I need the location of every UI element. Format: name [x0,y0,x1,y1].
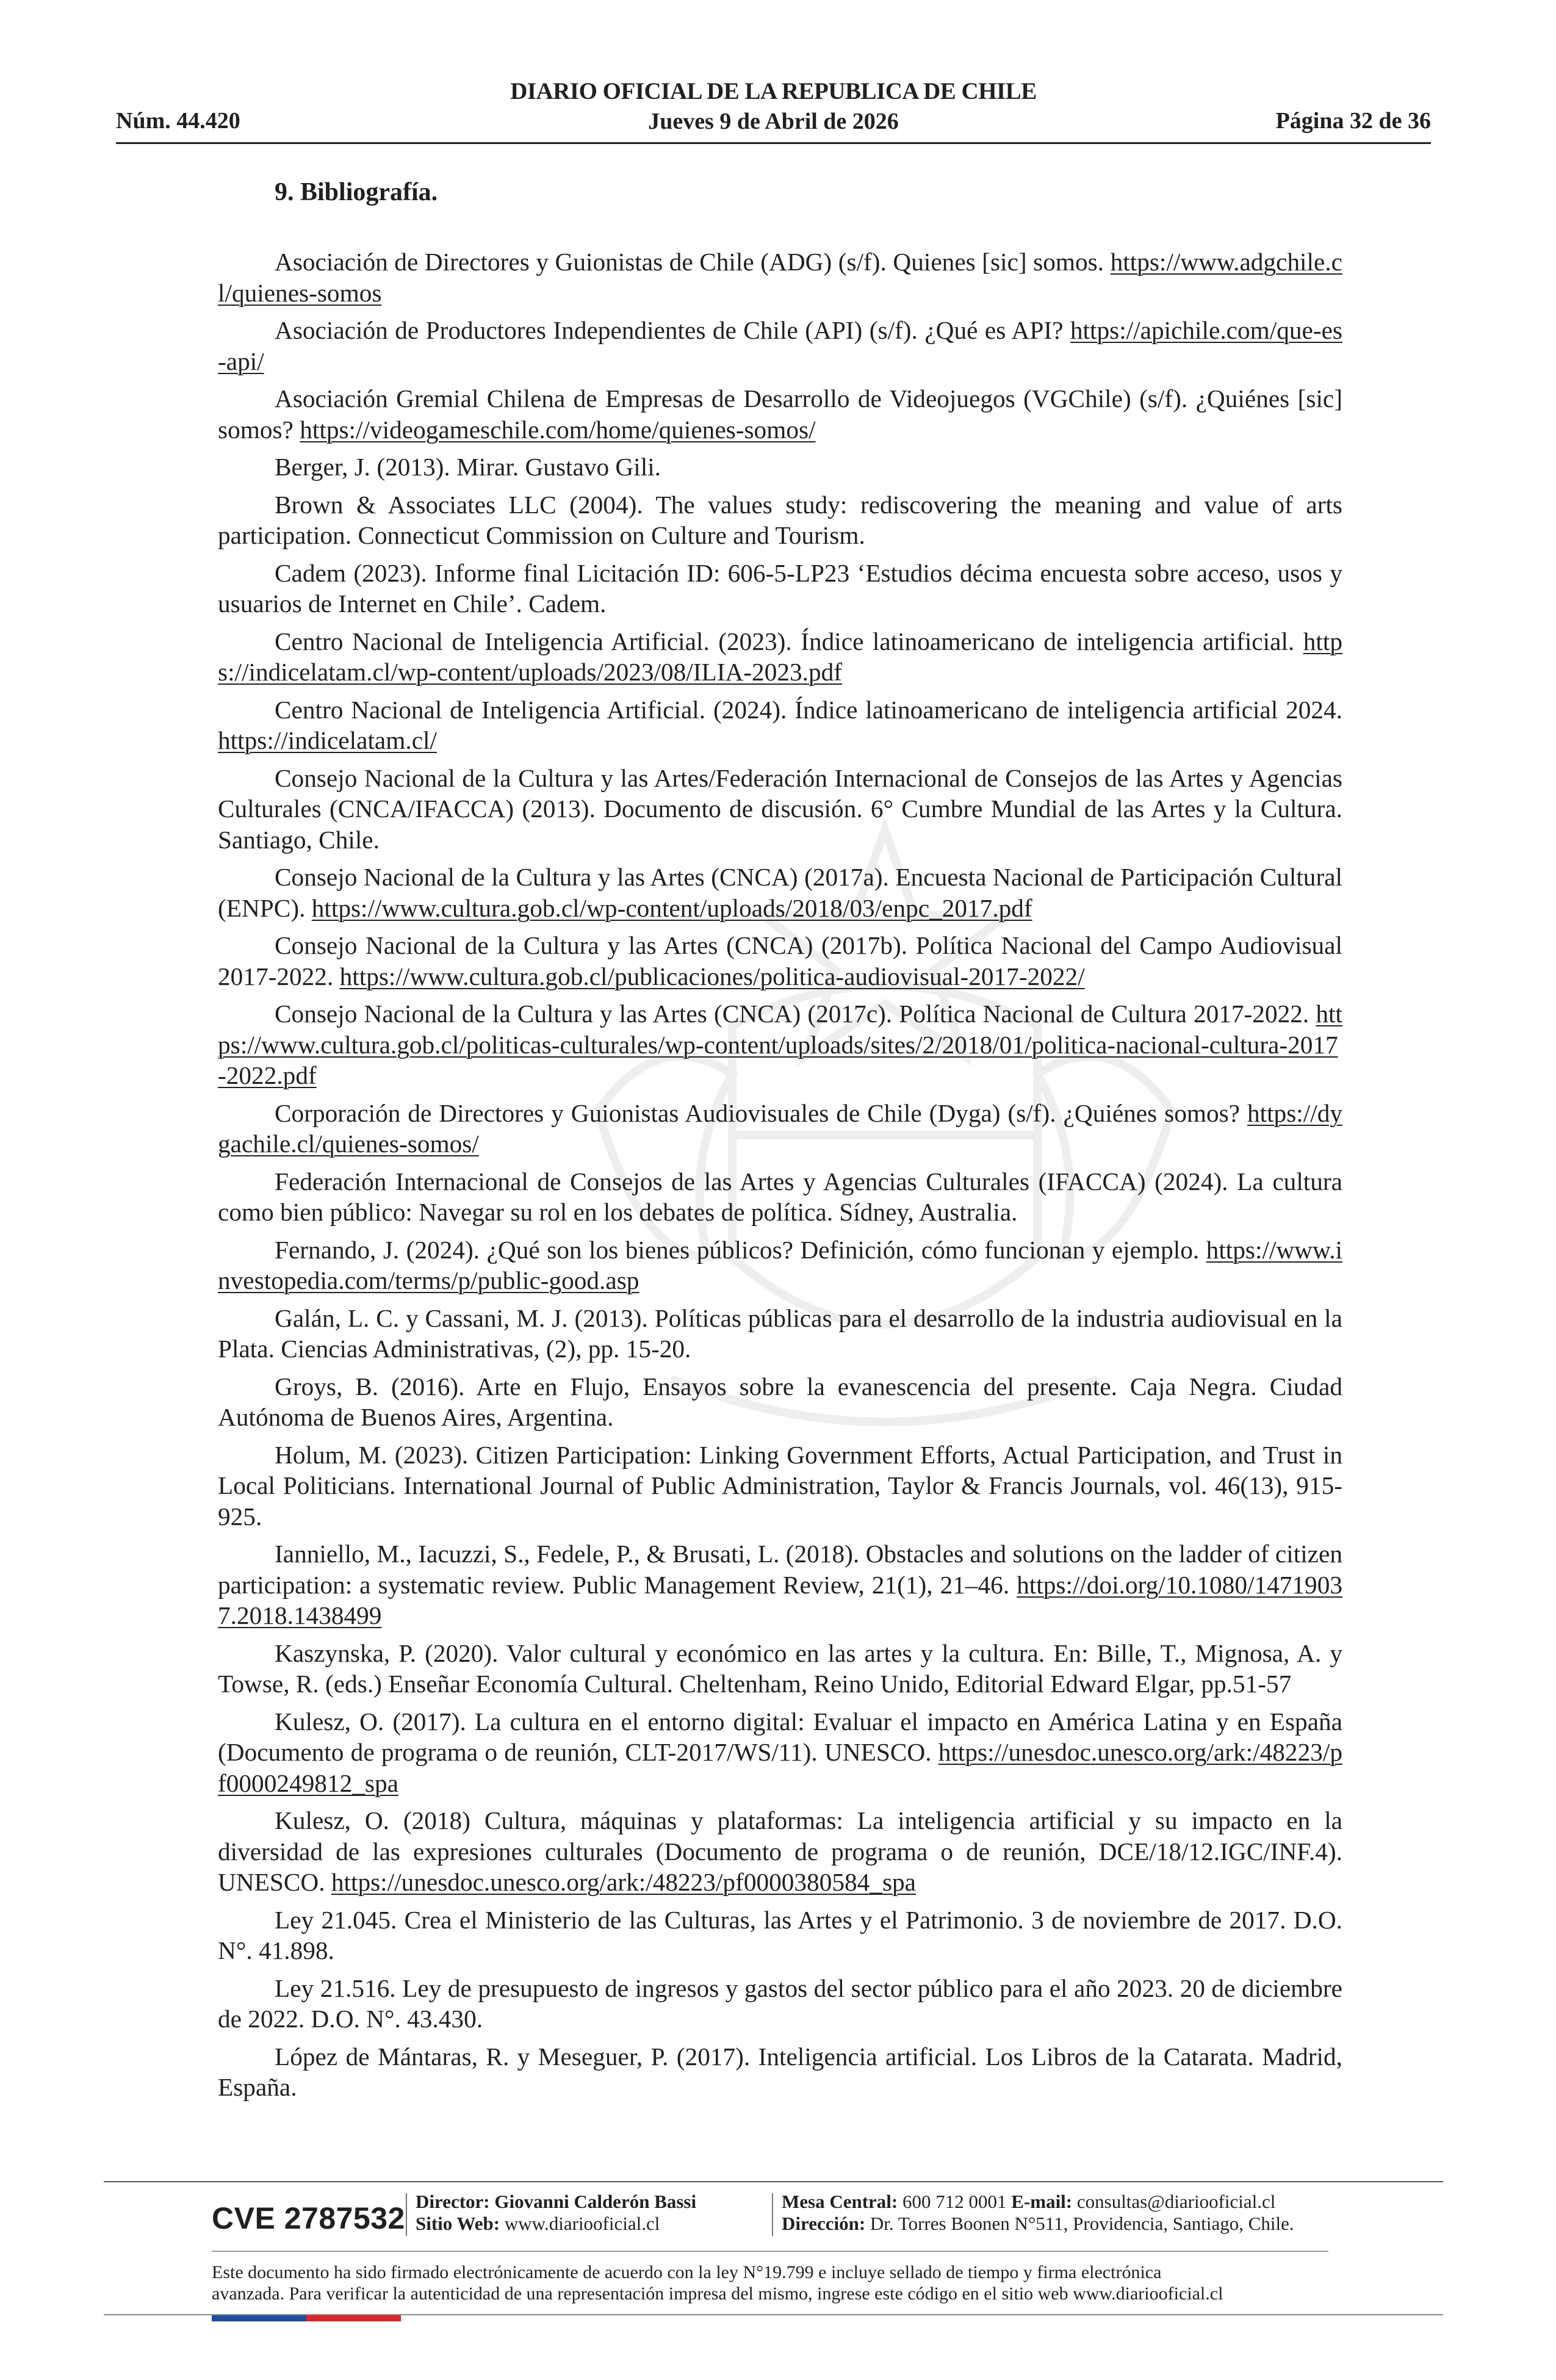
bibliography-entry [218,489,1342,551]
header-divider [116,142,1431,144]
footer-director-block [416,2191,696,2235]
bibliography-entry [218,763,1342,856]
bibliography-entry [218,2041,1342,2103]
mesa-label: Mesa Central: [782,2191,898,2212]
bibliography-entry-link[interactable]: https://indicelatam.cl/ [218,726,437,754]
bibliography-entry [218,1538,1342,1631]
bibliography-entry-text: Cadem (2023). Informe final Licitación ID: 606-5-LP23 ‘Estudios décima encuesta sobre acceso, usos y usuarios de Internet en Chile’. Cadem. [218,558,1342,618]
bibliography-entry-link[interactable]: https://www.cultura.gob.cl/publicaciones/politica-audiovisual-2017-2022/ [339,962,1085,990]
publication-title: DIARIO OFICIAL DE LA REPUBLICA DE CHILE [510,78,1037,104]
page-header [116,77,1431,144]
footer-separator [772,2193,773,2236]
bibliography-entry [218,1098,1342,1159]
page-number: Página 32 de 36 [1275,108,1431,134]
legal-notice [212,2262,1328,2304]
flag-stripe [212,2315,401,2321]
flag-stripe-red [306,2315,401,2321]
footer-separator [406,2193,407,2236]
bibliography-entry-text: Asociación de Productores Independientes de Chile (API) (s/f). ¿Qué es API? [275,316,1070,344]
bibliography-entry [218,1166,1342,1228]
bibliography-entry [218,1706,1342,1799]
footer-contact-block [782,2191,1294,2235]
bibliography-entry-text: Ianniello, M., Iacuzzi, S., Fedele, P., & Brusati, L. (2018). Obstacles and solutions on the ladder of citizen participation: a systematic review. Public Management Review, 21(1), 21–46. [218,1540,1342,1599]
section-title: 9. Bibliografía. [275,178,438,206]
publication-date: Jueves 9 de Abril de 2026 [648,109,899,134]
address-label: Dirección: [782,2213,866,2234]
bibliography-entry-text: Corporación de Directores y Guionistas Audiovisuales de Chile (Dyga) (s/f). ¿Quiénes somos? [275,1098,1247,1127]
bibliography-entry-text: Ley 21.516. Ley de presupuesto de ingresos y gastos del sector público para el año 2023. 20 de diciembre de 2022. D.O. N°. 43.430. [218,1974,1342,2033]
bibliography-entry-text: Asociación de Directores y Guionistas de Chile (ADG) (s/f). Quienes [sic] somos. [275,248,1111,276]
cve-code: CVE 2787532 [212,2201,405,2235]
bibliography-entry [218,694,1342,756]
bibliography-entry [218,930,1342,992]
website-label: Sitio Web: [416,2213,500,2234]
bibliography-entry-text: Centro Nacional de Inteligencia Artificial. (2024). Índice latinoamericano de inteligencia artificial 2024. [275,695,1342,724]
bibliography-entry [218,1973,1342,2035]
footer-divider-middle [212,2251,1328,2252]
bibliography-entry-link[interactable]: https://unesdoc.unesco.org/ark:/48223/pf0000249812_spa [218,1738,1342,1797]
bibliography-entry-text: Berger, J. (2013). Mirar. Gustavo Gili. [275,453,661,481]
bibliography-entry-text: Kulesz, O. (2018) Cultura, máquinas y plataformas: La inteligencia artificial y su impacto en la diversidad de las expresiones culturales (Documento de programa o de reunión, DCE/18/12.IGC/INF.4). UNESCO. [218,1806,1342,1896]
bibliography-entry-text: Kulesz, O. (2017). La cultura en el entorno digital: Evaluar el impacto en América Latina y en España (Documento de programa o de reunión, CLT-2017/WS/11). UNESCO. [218,1707,1342,1766]
bibliography-entry [218,383,1342,445]
bibliography-entry-text: Groys, B. (2016). Arte en Flujo, Ensayos sobre la evanescencia del presente. Caja Negra. Ciudad Autónoma de Buenos Aires, Argentina. [218,1372,1342,1431]
bibliography-entry-link[interactable]: https://www.adgchile.cl/quienes-somos [218,248,1342,307]
bibliography-entry [218,1235,1342,1296]
bibliography-entry-link[interactable]: https://www.cultura.gob.cl/politicas-culturales/wp-content/uploads/sites/2/2018/01/politica-nacional-cultura-2017-2022.pdf [218,1000,1342,1089]
bibliography-entry [218,998,1342,1091]
bibliography-entry-link[interactable]: https://www.investopedia.com/terms/p/public-good.asp [218,1235,1342,1294]
mesa-value: 600 712 0001 [902,2191,1007,2212]
bibliography-entry-text: Kaszynska, P. (2020). Valor cultural y económico en las artes y la cultura. En: Bille, T., Mignosa, A. y Towse, R. (eds.) Enseñar Economía Cultural. Cheltenham, Reino Unido, Editorial Edward Elgar, pp.51-57 [218,1639,1342,1698]
header-title-block [116,77,1431,137]
bibliography-entry-link[interactable]: https://dygachile.cl/quienes-somos/ [218,1098,1342,1158]
legal-line: Este documento ha sido firmado electrónicamente de acuerdo con la ley N°19.799 e incluye sellado de tiempo y firma electrónica [212,2262,1162,2282]
bibliography-entry-text: Consejo Nacional de la Cultura y las Artes (CNCA) (2017b). Política Nacional del Campo Audiovisual 2017-2022. [218,931,1342,990]
bibliography-entry-text: Galán, L. C. y Cassani, M. J. (2013). Políticas públicas para el desarrollo de la industria audiovisual en la Plata. Ciencias Administrativas, (2), pp. 15-20. [218,1304,1342,1363]
main-content [218,171,1342,2110]
bibliography-entry-text: Consejo Nacional de la Cultura y las Artes (CNCA) (2017a). Encuesta Nacional de Participación Cultural (ENPC). [218,863,1342,922]
bibliography-entry-link[interactable]: https://unesdoc.unesco.org/ark:/48223/pf0000380584_spa [331,1868,916,1896]
bibliography-entry-link[interactable]: https://indicelatam.cl/wp-content/uploads/2023/08/ILIA-2023.pdf [218,627,1342,686]
bibliography-entry-text: Consejo Nacional de la Cultura y las Artes/Federación Internacional de Consejos de las Artes y Agencias Culturales (CNCA/IFACCA) (2013). Documento de discusión. 6° Cumbre Mundial de las Artes y la Cultura. Santiago, Chile. [218,763,1342,854]
address-value: Dr. Torres Boonen N°511, Providencia, Santiago, Chile. [870,2213,1294,2234]
director-name: Giovanni Calderón Bassi [494,2191,697,2212]
bibliography-entry-link[interactable]: https://apichile.com/que-es-api/ [218,316,1342,375]
bibliography-entry-text: Ley 21.045. Crea el Ministerio de las Culturas, las Artes y el Patrimonio. 3 de noviembre de 2017. D.O. N°. 41.898. [218,1905,1342,1964]
page-footer [212,2190,1371,2245]
bibliography-entry-text: Centro Nacional de Inteligencia Artificial. (2023). Índice latinoamericano de inteligencia artificial. [275,627,1303,655]
email-value[interactable]: consultas@diariooficial.cl [1076,2191,1276,2212]
email-label: E-mail: [1011,2191,1073,2212]
bibliography-entry-text: López de Mántaras, R. y Meseguer, P. (2017). Inteligencia artificial. Los Libros de la Catarata. Madrid, España. [218,2042,1342,2101]
bibliography-entry-text: Brown & Associates LLC (2004). The values study: rediscovering the meaning and value of arts participation. Connecticut Commission on Culture and Tourism. [218,490,1342,549]
bibliography-entry-link[interactable]: https://videogameschile.com/home/quienes-somos/ [300,415,816,444]
issue-number: Núm. 44.420 [116,108,240,134]
bibliography-entry-text: Federación Internacional de Consejos de las Artes y Agencias Culturales (IFACCA) (2024). La cultura como bien público: Navegar su rol en los debates de política. Sídney, Australia. [218,1167,1342,1226]
bibliography-entry [218,1638,1342,1700]
bibliography-entry [218,558,1342,619]
bibliography-entry [218,452,1342,483]
legal-line: avanzada. Para verificar la autenticidad de una representación impresa del mismo, ingrese este código en el sitio web www.diariooficial.cl [212,2284,1223,2304]
bibliography-entry-link[interactable]: https://doi.org/10.1080/14719037.2018.1438499 [218,1570,1342,1629]
bibliography-entry [218,1440,1342,1532]
bibliography-entry-text: Consejo Nacional de la Cultura y las Artes (CNCA) (2017c). Política Nacional de Cultura 2017-2022. [275,1000,1316,1028]
bibliography-entry [218,1905,1342,1966]
website-value[interactable]: www.diariooficial.cl [504,2213,660,2234]
footer-divider-top [104,2181,1443,2182]
bibliography-entry [218,247,1342,308]
bibliography-entry-text: Holum, M. (2023). Citizen Participation: Linking Government Efforts, Actual Participation, and Trust in Local Politicians. International Journal of Public Administration, Taylor & Francis Journals, vol. 46(13), 915-925. [218,1440,1342,1531]
bibliography-entry-text: Asociación Gremial Chilena de Empresas de Desarrollo de Videojuegos (VGChile) (s/f). ¿Quiénes [sic] somos? [218,384,1342,444]
bibliography-entry-link[interactable]: https://www.cultura.gob.cl/wp-content/uploads/2018/03/enpc_2017.pdf [311,893,1032,922]
bibliography-entry [218,862,1342,923]
bibliography-entry [218,315,1342,377]
bibliography-entry [218,1805,1342,1898]
bibliography-entry [218,1303,1342,1365]
bibliography-list [218,247,1342,2103]
director-label: Director: [416,2191,490,2212]
bibliography-entry [218,1371,1342,1433]
bibliography-entry [218,626,1342,688]
flag-stripe-blue [212,2315,306,2321]
bibliography-entry-text: Fernando, J. (2024). ¿Qué son los bienes públicos? Definición, cómo funcionan y ejemplo. [275,1235,1206,1264]
